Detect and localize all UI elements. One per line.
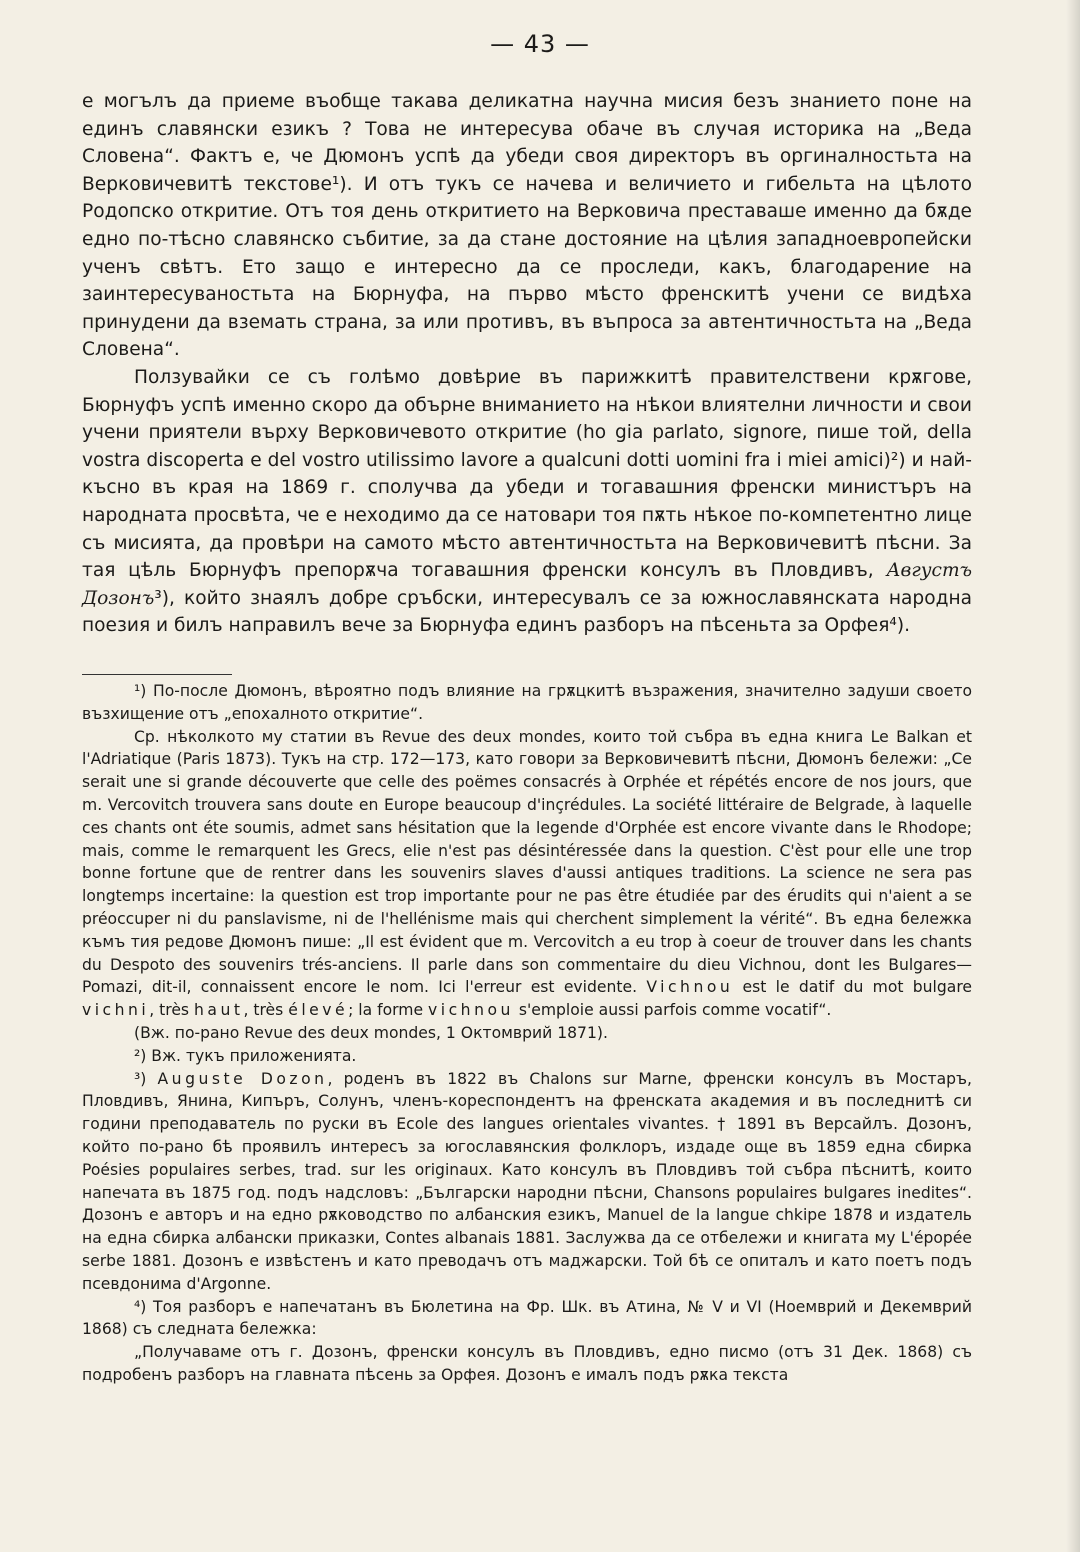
spaced-word-haut: haut	[194, 1001, 244, 1020]
footnote-3-marker: ³)	[134, 1069, 158, 1088]
dozon-name-italic: Августъ Дозонъ	[82, 560, 972, 609]
page-number: — 43 —	[490, 30, 590, 58]
footnote-separator	[82, 674, 232, 675]
main-text	[82, 88, 972, 640]
spaced-word-eleve: élevé	[288, 1001, 349, 1020]
footnote-1: ¹) По-после Дюмонъ, вѣроятно подъ влияние на грѫцкитѣ възражения, значително задуши своето възхищение отъ „епохалното откритие“.	[82, 682, 972, 723]
footnote-1-text-e: ; la forme	[348, 1001, 429, 1020]
footnote-1-text-d: , très	[243, 1001, 289, 1020]
footnote-1-text-a: Ср. нѣколкото му статии въ Revue des deux mondes, които той събра въ една книга Le Balkan et l'Adriatique (Paris 1873). Тукъ на стр. 172—173, като говори за Верковичевитѣ пѣсни, Дюмонъ бележи: „Ce serait une si grande découverte que celle des poëmes consacrés à Orphée et répétés encore de nos jours, que m. Vercovitch trouvera sans doute en Europe beaucoup d'inçrédules. La société littéraire de Belgrade, à laquelle ces chants ont éte soumis, admet sans hésitation que la legende d'Orphée est encore vivante dans le Rhodope; mais, comme le remarquent les Grecs, elie n'est pas désintéressée dans la question. C'èst pour elle une trop bonne fortune que de rentrer dans les souvenirs slaves d'aussi antiques traditions. La science ne sera pas longtemps incertaine: la question est trop importante pour ne pas être étudiée par des érudits qui n'aient a se préoccuper ni du panslavisme, ni de l'hellénisme mais qui cherchent simplement la vérité“. Въ една бележка къмъ тия редове Дюмонъ пише: „Il est évident que m. Vercovitch a eu trop à coeur de trouver dans les chants du Despoto des souvenirs trés-anciens. Il parle dans son commentaire du dieu Vichnou, dont les Bulgares—Pomazi, dit-il, connaissent encore le nom. Ici l'erreur est evidente.	[82, 727, 972, 997]
spaced-word-vichnou: Vichnou	[646, 978, 734, 997]
footnote-4-quote: „Получаваме отъ г. Дозонъ, френски консулъ въ Пловдивъ, едно писмо (отъ 31 Дек. 1868) съ подробенъ разборъ на главната пѣсень за Орфея. Дозонъ е ималъ подъ рѫка текста	[82, 1343, 972, 1384]
spaced-name-auguste-dozon: Auguste Dozon	[157, 1069, 328, 1088]
footnotes	[82, 680, 972, 1387]
paragraph-2-text-a: Ползувайки се съ голѣмо довѣрие въ парижкитѣ правителствени крѫгове, Бюрнуфъ успѣ именно скоро да обърне вниманието на нѣкои влиятелни личности и свои учени приятели върху Верковичевото откритие (ho gia parlato, signore, пише той, della vostra discoperta e del vostro utilissimo lavore a qualcuni dotti uomini fra i miei amici)²) и най-късно въ края на 1869 г. сполучва да убеди и тогавашния френски министъръ на народната просвѣта, че е неходимо да се натовари тоя пѫть нѣкое по-компетентно лице съ мисията, да провѣри на самото мѣсто автентичностьта на Верковичевитѣ пѣсни. За тая цѣль Бюрнуфъ препорѫча тогавашния френски консулъ въ Пловдивъ,	[82, 366, 972, 582]
footnote-2: ²) Вж. тукъ приложенията.	[134, 1046, 357, 1065]
paragraph-1: е могълъ да приеме въобще такава деликатна научна мисия безъ знанието поне на единъ славянски езикъ ? Това не интересува обаче въ случая историка на „Веда Словена“. Фактъ е, че Дюмонъ успѣ да убеди своя директоръ въ оргиналностьта на Верковичевитѣ текстове¹). И отъ тукъ се начева и величието и гибельта на цѣлото Родопско откритие. Отъ тоя день откритието на Верковича преставаше именно да бѫде едно по-тѣсно славянско събитие, за да стане достояние на цѣлия западноевропейски ученъ свѣтъ. Ето защо е интересно да се проследи, какъ, благодарение на заинтересуваностьта на Бюрнуфа, на първо мѣсто френскитѣ учени се видѣха принудени да вземать страна, за или противъ, въ въпроса за автентичностьта на „Веда Словена“.	[82, 91, 972, 361]
footnote-1-reference: (Вж. по-рано Revue des deux mondes, 1 Октомврий 1871).	[134, 1023, 608, 1042]
page-edge-shadow	[1066, 0, 1080, 1552]
footnote-4: ⁴) Тоя разборъ е напечатанъ въ Бюлетина на Фр. Шк. въ Атина, № V и VI (Ноемврий и Декемврий 1868) съ следната бележка:	[82, 1297, 972, 1339]
footnote-1-text-b: est le datif du mot bulgare	[733, 978, 973, 997]
paragraph-2-text-b: ³), който знаялъ добре сръбски, интересувалъ се за южнославянската народна поезия и билъ направилъ вече за Бюрнуфа единъ разборъ на пѣсеньта за Орфея⁴).	[82, 587, 972, 637]
paragraph-2	[82, 364, 972, 640]
spaced-word-vichni: vichni	[82, 1001, 150, 1020]
footnote-3	[82, 1068, 972, 1296]
footnote-1-text-f: s'emploie aussi parfois comme vocatif“.	[513, 1001, 832, 1020]
footnote-1-continued	[82, 726, 972, 1022]
footnote-3-text: , роденъ въ 1822 въ Chalons sur Marne, френски консулъ въ Мостаръ, Пловдивъ, Янина, Кипъръ, Солунъ, членъ-кореспондентъ на френската академия и въ последнитѣ си години преподаватель по руски въ Ecole des langues orientales vivantes. † 1891 въ Версайлъ. Дозонъ, който по-рано бѣ проявилъ интересъ за югославянския фолклоръ, издаде още въ 1859 една сбирка Poésies populaires serbes, trad. sur les originaux. Като консулъ въ Пловдивъ той събра пѣснитѣ, които напечата въ 1875 год. подъ надсловъ: „Български народни пѣсни, Chansons populaires bulgares inedites“. Дозонъ е авторъ и на едно рѫководство по албанския езикъ, Manuel de la langue chkipe 1878 и издатель на една сбирка албански приказки, Contes albanais 1881. Заслужва да се отбележи и книгата му L'épopée serbe 1881. Дозонъ е извѣстенъ и като преводачъ отъ маджарски. Той бѣ се опиталъ и като поетъ подъ псевдонима d'Argonne.	[82, 1069, 973, 1293]
spaced-word-vichnou-2: vichnou	[428, 1001, 514, 1020]
footnote-1-text-c: , très	[149, 1001, 195, 1020]
